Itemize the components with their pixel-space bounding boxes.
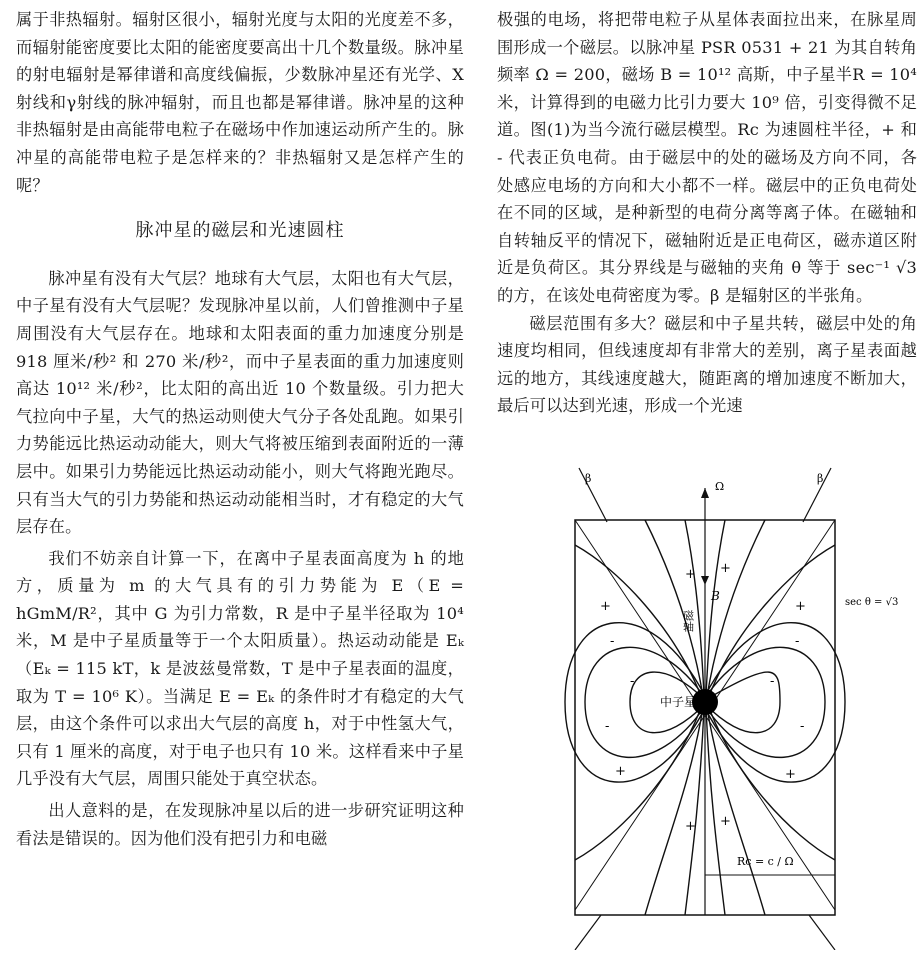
left-paragraph-1: 属于非热辐射。辐射区很小，辐射光度与太阳的光度差不多，而辐射能密度要比太阳的能密度要高出十几个数量级。脉冲星的射电辐射是幂律谱和高度线偏振，少数脉冲星还有光学、X射线和γ射线的脉冲辐射，而且也都是幂律谱。脉冲星的这种非热辐射是由高能带电粒子在磁场中作加速运动所产生的。脉冲星的高能带电粒子是怎样来的？非热辐射又是怎样产生的呢？ — [16, 10, 464, 195]
svg-text:-: - — [770, 674, 775, 689]
rotation-axis-arrow — [701, 488, 709, 498]
beta-line-bottom-right — [809, 915, 835, 950]
b-arrow — [701, 576, 709, 585]
right-column — [497, 6, 917, 420]
right-paragraph-1: 极强的电场，将把带电粒子从星体表面拉出来，在脉星周围形成一个磁层。以脉冲星 PSR 0531 + 21 为其自转角频率 Ω = 200，磁场 B = 10¹² 高斯，中子星半R = 10⁴ 米，计算得到的电磁力比引力要大 10⁹ 倍，引变得微不足道。图(1)为当今流行磁层模型。Rc 为速圆柱半径，+ 和 - 代表正负电荷。由于磁层中的处的磁场及方向不同，各处感应电场的方向和大小都不一样。磁层中的正负电荷处在不同的区域，是种新型的电荷分离等离子体。在磁轴和自转轴反平的情况下，磁轴附近是正电荷区，磁赤道区附近是负荷区。其分界线是与磁轴的夹角 θ 等于 sec⁻¹ √3 的方，在该处电荷密度为零。β 是辐射区的半张角。 — [497, 10, 917, 305]
magnetosphere-figure — [545, 460, 920, 950]
magnetosphere-diagram — [545, 460, 920, 950]
svg-text:-: - — [800, 719, 805, 734]
beta-right-label: β — [817, 472, 824, 485]
beta-line-top-left — [579, 468, 607, 522]
left-paragraph-2: 脉冲星有没有大气层？地球有大气层，太阳也有大气层，中子星有没有大气层呢？发现脉冲星以前，人们曾推测中子星周围没有大气层存在。地球和太阳表面的重力加速度分别是 918 厘米/秒² 和 270 米/秒²，而中子星表面的重力加速度则高达 10¹² 米/秒²，比太阳的高出近 10 个数量级。引力把大气拉向中子星，大气的热运动则使大气分子各处乱跑。如果引力势能远比热运动动能大，则大气将被压缩到表面附近的一薄层中。如果引力势能远比热运动动能小，则大气将跑光跑尽。只有当大气的引力势能和热运动动能相当时，才有稳定的大气层存在。 — [16, 268, 464, 537]
svg-text:+: + — [720, 561, 731, 576]
b-label: B — [711, 589, 720, 603]
svg-text:+: + — [685, 819, 696, 834]
beta-line-bottom-left — [575, 915, 601, 950]
beta-left-label: β — [585, 472, 592, 485]
left-column — [16, 6, 464, 852]
svg-text:+: + — [720, 814, 731, 829]
rc-label: Rc = c / Ω — [737, 855, 794, 868]
right-paragraph-2: 磁层范围有多大？磁层和中子星共转，磁层中处的角速度均相同，但线速度却有非常大的差别，离子星表面越远的地方，其线速度越大，随距离的增加速度不断加大，最后可以达到光速，形成一个光速 — [497, 313, 917, 416]
magnetic-axis-label: 磁轴 — [681, 610, 695, 632]
svg-text:-: - — [630, 674, 635, 689]
svg-text:+: + — [615, 764, 626, 779]
svg-text:-: - — [795, 634, 800, 649]
svg-text:+: + — [685, 567, 696, 582]
sec-theta-label: sec θ = √3 — [845, 597, 899, 608]
omega-label: Ω — [715, 480, 725, 493]
svg-text:+: + — [785, 767, 796, 782]
svg-text:+: + — [600, 599, 611, 614]
left-paragraph-3: 我们不妨亲自计算一下，在离中子星表面高度为 h 的地方，质量为 m 的大气具有的引力势能为 E（E = hGmM/R²，其中 G 为引力常数，R 是中子星半径取为 10⁴ 米，M 是中子星质量等于一个太阳质量）。热运动动能是 Eₖ（Eₖ = 115 kT，k 是波兹曼常数，T 是中子星表面的温度，取为 T = 10⁶ K）。当满足 E = Eₖ 的条件时才有稳定的大气层，由这个条件可以求出大气层的高度 h，对于中性氢大气，只有 1 厘米的高度，对于电子也只有 10 米。这样看来中子星几乎没有大气层，周围只能处于真空状态。 — [16, 548, 464, 789]
left-paragraph-4: 出人意料的是，在发现脉冲星以后的进一步研究证明这种看法是错误的。因为他们没有把引力和电磁 — [16, 801, 464, 848]
section-title: 脉冲星的磁层和光速圆柱 — [135, 220, 345, 242]
svg-text:+: + — [795, 599, 806, 614]
svg-text:-: - — [605, 719, 610, 734]
neutron-star-label: 中子星 — [660, 695, 697, 709]
svg-text:-: - — [610, 634, 615, 649]
